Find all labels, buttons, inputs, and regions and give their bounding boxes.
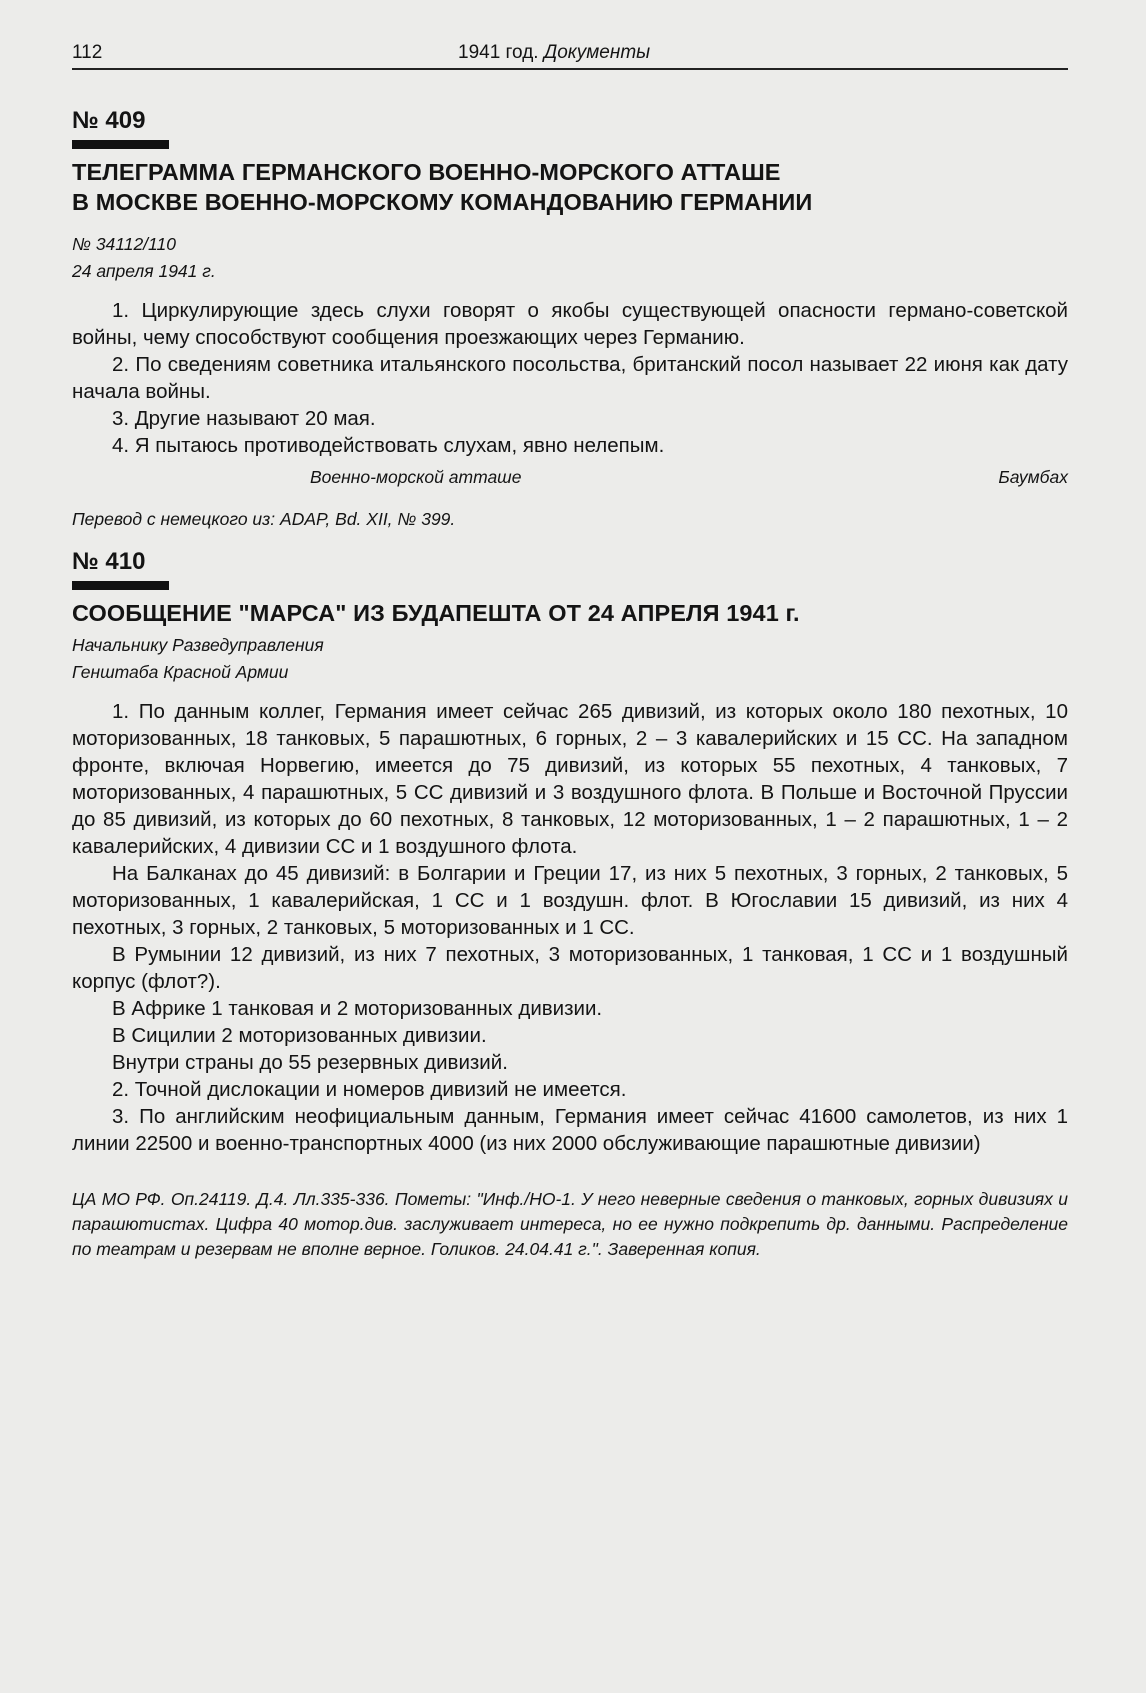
doc-409-paragraph: 2. По сведениям советника итальянского посольства, британский посол называет 22 июня как дату начала войны. <box>72 353 1068 403</box>
doc-410-title: СООБЩЕНИЕ "МАРСА" ИЗ БУДАПЕШТА ОТ 24 АПРЕЛЯ 1941 г. <box>72 600 800 626</box>
doc-410-body <box>72 698 1068 1157</box>
doc-410-paragraph: В Африке 1 танковая и 2 моторизованных дивизии. <box>112 997 603 1020</box>
doc-409-source: Перевод с немецкого из: ADAP, Bd. XII, № 399. <box>72 509 456 529</box>
running-header <box>72 38 1068 70</box>
signature-role: Военно-морской атташе <box>310 467 522 487</box>
doc-409-title-line2: В МОСКВЕ ВОЕННО-МОРСКОМУ КОМАНДОВАНИЮ ГЕРМАНИИ <box>72 189 813 215</box>
doc-410-paragraph: В Сицилии 2 моторизованных дивизии. <box>112 1024 487 1047</box>
doc-409-signature <box>72 463 1068 491</box>
doc-409-title <box>72 157 1068 217</box>
doc-409-paragraph: 3. Другие называют 20 мая. <box>112 407 376 430</box>
doc-410-paragraph: В Румынии 12 дивизий, из них 7 пехотных, 3 моторизованных, 1 танковая, 1 СС и 1 воздушный корпус (флот?). <box>72 943 1068 993</box>
running-title-year: 1941 год. <box>458 42 539 63</box>
running-title-rest: Документы <box>543 42 651 63</box>
doc-409-rule <box>72 140 169 149</box>
doc-409-paragraph: 1. Циркулирующие здесь слухи говорят о якобы существующей опасности германо-советской войны, чему способствуют сообщения проезжающих через Германию. <box>72 299 1068 349</box>
document-409 <box>72 108 1068 531</box>
doc-409-number: № 409 <box>72 107 146 134</box>
doc-409-body <box>72 297 1068 459</box>
signature-name: Баумбах <box>998 467 1068 487</box>
doc-410-addressee <box>72 632 1068 686</box>
doc-410-rule <box>72 581 169 590</box>
doc-409-title-line1: ТЕЛЕГРАММА ГЕРМАНСКОГО ВОЕННО-МОРСКОГО АТТАШЕ <box>72 159 781 185</box>
running-title <box>458 42 650 64</box>
doc-410-addressee-line1: Начальнику Разведуправления <box>72 635 324 655</box>
document-410 <box>72 549 1068 1262</box>
document-page <box>72 38 1068 1262</box>
doc-410-addressee-line2: Генштаба Красной Армии <box>72 662 289 682</box>
doc-409-meta <box>72 231 1068 285</box>
doc-410-archive-note: ЦА МО РФ. Оп.24119. Д.4. Лл.335-336. Пометы: "Инф./НО-1. У него неверные сведения о танковых, горных дивизиях и парашютистах. Цифра 40 мотор.див. заслуживает интереса, но ее нужно подкрепить др. данными. Распределение по театрам и резервам не вполне верное. Голиков. 24.04.41 г.". Заверенная копия. <box>72 1189 1068 1259</box>
doc-410-paragraph: Внутри страны до 55 резервных дивизий. <box>112 1051 508 1074</box>
doc-410-paragraph: 2. Точной дислокации и номеров дивизий не имеется. <box>112 1078 627 1101</box>
doc-410-paragraph: На Балканах до 45 дивизий: в Болгарии и Греции 17, из них 5 пехотных, 3 горных, 2 танковых, 5 моторизованных, 1 кавалерийская, 1 СС и 1 воздушн. флот. В Югославии 15 дивизий, из них 4 пехотных, 3 горных, 2 танковых, 5 моторизованных и 1 СС. <box>72 862 1068 939</box>
doc-409-date: 24 апреля 1941 г. <box>72 261 216 281</box>
doc-410-number: № 410 <box>72 548 146 575</box>
doc-410-paragraph: 3. По английским неофициальным данным, Германия имеет сейчас 41600 самолетов, из них 1 линии 22500 и военно-транспортных 4000 (из них 2000 обслуживающие парашютные дивизии) <box>72 1105 1068 1155</box>
doc-409-paragraph: 4. Я пытаюсь противодействовать слухам, явно нелепым. <box>112 434 665 457</box>
doc-410-paragraph: 1. По данным коллег, Германия имеет сейчас 265 дивизий, из которых около 180 пехотных, 10 моторизованных, 18 танковых, 5 парашютных, 6 горных, 2 – 3 кавалерийских и 15 СС. На западном фронте, включая Норвегию, имеется до 75 дивизий, из которых 55 пехотных, 4 танковых, 7 моторизованных, 4 парашютных, 5 СС дивизий и 3 воздушного флота. В Польше и Восточной Пруссии до 85 дивизий, из которых до 60 пехотных, 8 танковых, 12 моторизованных, 1 – 2 парашютных, 1 – 2 кавалерийских, 4 дивизии СС и 1 воздушного флота. <box>72 700 1068 858</box>
doc-409-ref-number: № 34112/110 <box>72 234 176 254</box>
page-number: 112 <box>72 42 103 63</box>
